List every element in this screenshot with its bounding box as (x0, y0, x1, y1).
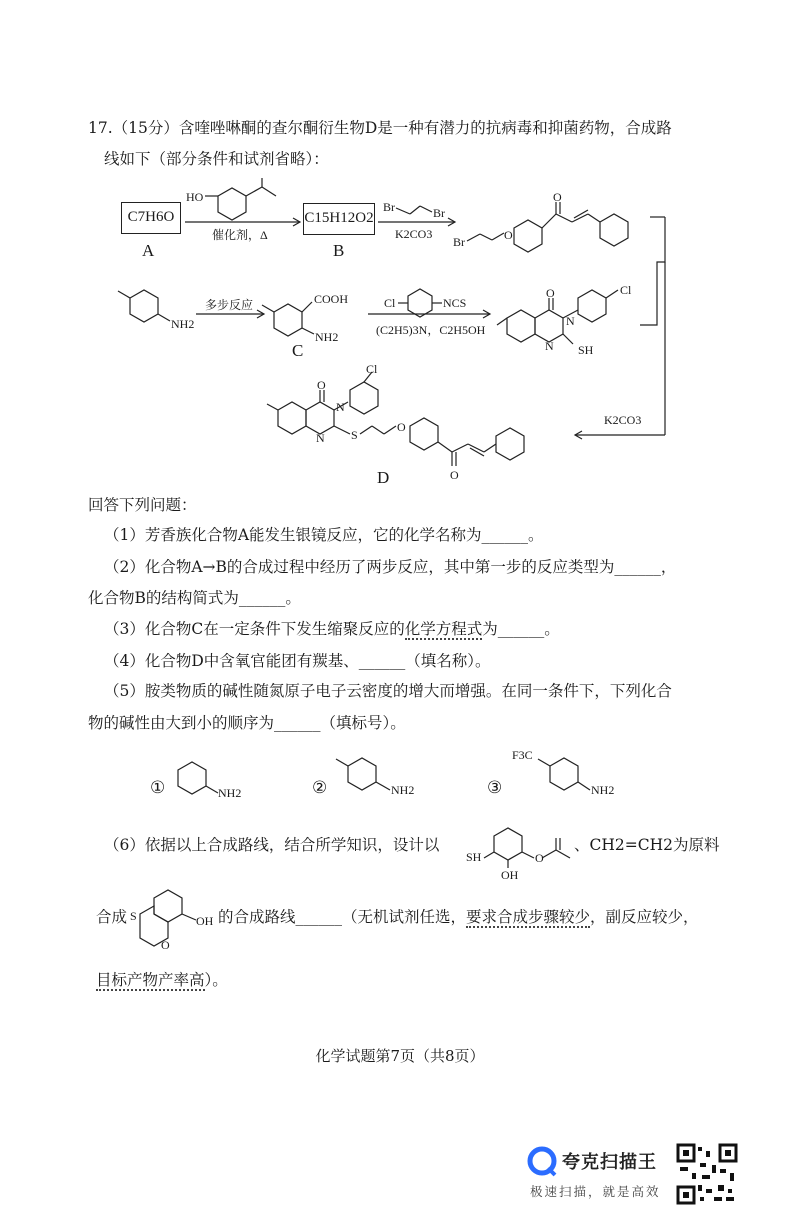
atom-cl-2: Cl (620, 283, 632, 297)
atom-ho: HO (186, 190, 204, 204)
question-6-prefix: （6）依据以上合成路线，结合所学知识，设计以 (104, 836, 440, 854)
question-6-line2-end: ，副反应较少， (590, 908, 699, 926)
atom-o-carbonyl-1: O (553, 190, 562, 204)
option-1-marker: ① (150, 778, 166, 798)
question-6-line2-emphasis: 要求合成步骤较少 (466, 908, 591, 926)
qr-code-icon (676, 1143, 738, 1205)
atom-n-d-2: N (316, 431, 325, 445)
question-5-line1: （5）胺类物质的碱性随氮原子电子云密度的增大而增强。在同一条件下，下列化合 (104, 682, 672, 700)
atom-cl-d: Cl (366, 362, 378, 376)
option-2-marker: ② (312, 778, 328, 798)
atom-o-d-quinazolinone: O (317, 378, 326, 392)
atom-n-quinazolinone-1: N (566, 314, 575, 328)
option-3-nh2: NH2 (591, 783, 615, 797)
scanner-slogan: 极速扫描，就是高效 (530, 1184, 661, 1199)
question-3-suffix: 为______。 (482, 620, 560, 638)
cond-et3n: (C2H5)3N，C2H5OH (376, 323, 486, 337)
q6-target-s: S (130, 909, 137, 923)
question-3-prefix: （3）化合物C在一定条件下发生缩聚反应的 (104, 620, 405, 638)
answers-heading: 回答下列问题： (88, 496, 197, 514)
label-a: A (142, 241, 155, 260)
option-1-nh2: NH2 (218, 786, 242, 800)
scanner-brand-name: 夸克扫描王 (562, 1152, 657, 1173)
atom-ncs: NCS (443, 296, 467, 310)
atom-sh: SH (578, 343, 594, 357)
option-3-f3c: F3C (512, 748, 533, 762)
question-5-line2: 物的碱性由大到小的顺序为______（填标号）。 (88, 714, 406, 732)
option-3-marker: ③ (487, 778, 503, 798)
q6-reactant-o: O (535, 851, 544, 865)
question-6-suffix: 、CH2=CH2为原料 (574, 836, 720, 854)
question-intro-line2: 线如下（部分条件和试剂省略）： (104, 150, 329, 168)
question-6-line3-emphasis: 目标产物产率高 (96, 971, 205, 989)
atom-br-3: Br (453, 235, 465, 249)
atom-o-ether-1: O (504, 228, 513, 242)
q6-target-oh: OH (196, 914, 214, 928)
q6-target-o: O (161, 938, 170, 952)
atom-n-quinazolinone-2: N (545, 339, 554, 353)
cond-catalyst: 催化剂，Δ (212, 228, 268, 242)
question-6-line2-mid: 的合成路线______（无机试剂任选， (218, 908, 467, 926)
label-b: B (333, 241, 345, 260)
question-6-line2-prefix: 合成 (96, 908, 128, 926)
label-d: D (377, 468, 390, 487)
question-4: （4）化合物D中含氧官能团有羰基、______（填名称）。 (104, 652, 491, 670)
atom-o-quinazolinone: O (546, 286, 555, 300)
atom-cooh: COOH (314, 292, 349, 306)
label-c: C (292, 341, 304, 360)
box-compound-b: C15H12O2 (303, 203, 375, 235)
atom-n-d-1: N (336, 400, 345, 414)
atom-br-2: Br (433, 206, 445, 220)
question-2-line1: （2）化合物A→B的合成过程中经历了两步反应，其中第一步的反应类型为______， (104, 558, 677, 576)
atom-cl-reagent: Cl (384, 296, 396, 310)
box-compound-a: C7H6O (121, 202, 181, 234)
cond-multistep: 多步反应 (205, 298, 254, 312)
atom-o-d-ether: O (397, 420, 406, 434)
question-3-emphasis: 化学方程式 (404, 620, 483, 638)
question-2-line2: 化合物B的结构简式为______。 (88, 589, 301, 607)
question-intro-line1: 17.（15分）含喹唑啉酮的查尔酮衍生物D是一种有潜力的抗病毒和抑菌药物，合成路 (88, 119, 672, 137)
atom-nh2-toluidine: NH2 (171, 317, 195, 331)
atom-o-d-carbonyl: O (450, 468, 459, 482)
question-6-line3-end: ）。 (204, 971, 228, 989)
cond-k2co3-1: K2CO3 (395, 227, 433, 241)
atom-s-d: S (351, 428, 358, 442)
atom-nh2-c: NH2 (315, 330, 339, 344)
q6-reactant-oh: OH (501, 868, 519, 882)
atom-br-1: Br (383, 200, 395, 214)
option-2-nh2: NH2 (391, 783, 415, 797)
page-footer: 化学试题第7页（共8页） (315, 1047, 485, 1065)
q6-reactant-sh: SH (466, 850, 482, 864)
cond-k2co3-2: K2CO3 (604, 413, 642, 427)
question-1: （1）芳香族化合物A能发生银镜反应，它的化学名称为______。 (104, 526, 544, 544)
